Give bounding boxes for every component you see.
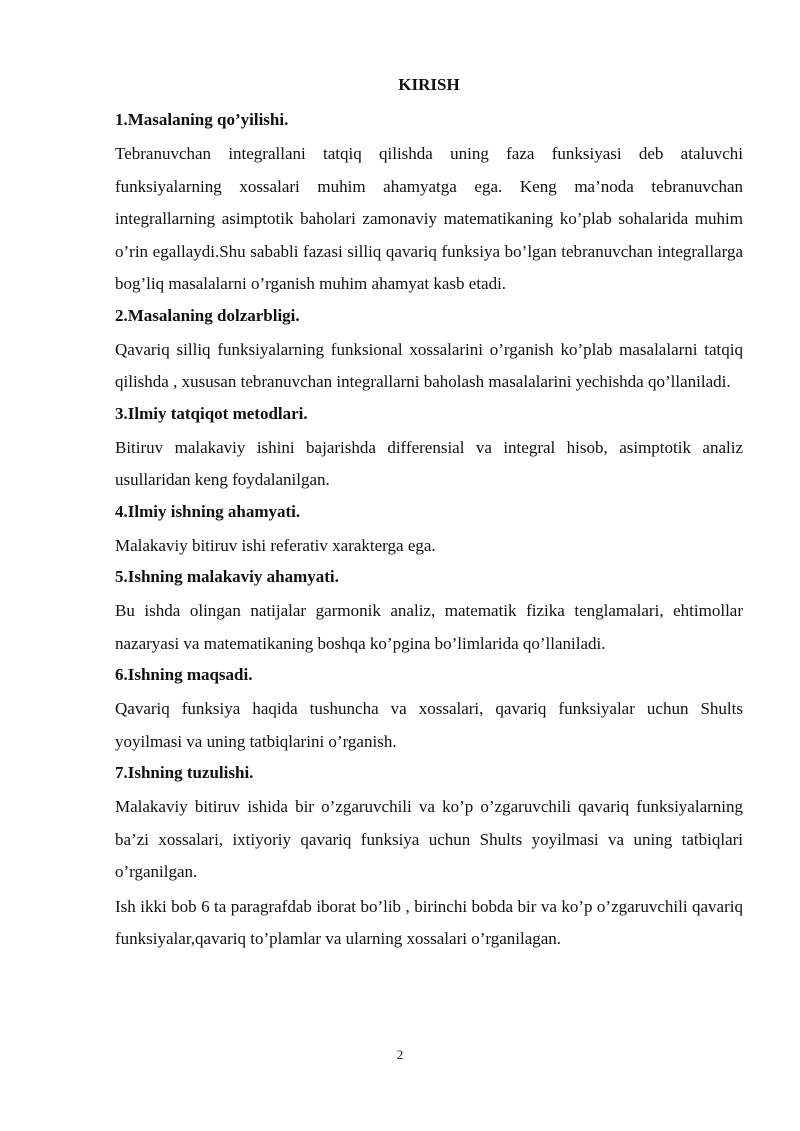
section-heading-2: 2.Masalaning dolzarbligi. xyxy=(115,305,300,325)
section-3 xyxy=(115,401,743,497)
section-6 xyxy=(115,662,743,758)
page-number: 2 xyxy=(396,1047,404,1062)
section-5 xyxy=(115,564,743,660)
section-heading-5: 5.Ishning malakaviy ahamyati. xyxy=(115,567,339,586)
section-paragraph-3: Bitiruv malakaviy ishini bajarishda differensial va integral hisob, asimptotik analiz usullaridan keng foydalanilgan. xyxy=(115,437,743,489)
document-title: KIRISH xyxy=(398,75,460,94)
section-paragraph-7a: Malakaviy bitiruv ishida bir o’zgaruvchili va ko’p o’zgaruvchili qavariq funksiyalarning ba’zi xossalari, ixtiyoriy qavariq funksiya uchun Shults yoyilmasi va uning tatbiqlari o’rganilgan. xyxy=(115,797,743,881)
section-paragraph-5: Bu ishda olingan natijalar garmonik analiz, matematik fizika tenglamalari, ehtimollar nazaryasi va matematikaning boshqa ko’pgina bo’limlarida qo’llaniladi. xyxy=(115,601,743,653)
document-page xyxy=(115,72,743,958)
section-1 xyxy=(115,107,743,301)
section-paragraph-1: Tebranuvchan integrallani tatqiq qilishda uning faza funksiyasi deb ataluvchi funksiyalarning xossalari muhim ahamyatga ega. Keng ma’noda tebranuvchan integrallarning asimptotik baholari zamonaviy matematikaning ko’plab sohalarida muhim o’rin egallaydi.Shu sababli fazasi silliq qavariq funksiya bo’lgan tebranuvchan integrallarga bog’liq masalalarni o’rganish muhim ahamyat kasb etadi. xyxy=(115,144,743,293)
section-heading-4: 4.Ilmiy ishning ahamyati. xyxy=(115,501,301,521)
section-heading-3: 3.Ilmiy tatqiqot metodlari. xyxy=(115,403,308,423)
section-paragraph-2: Qavariq silliq funksiyalarning funksional xossalarini o’rganish ko’plab masalalarni tatqiq qilishda , xususan tebranuvchan integrallarni baholash masalalarini yechishda qo’llaniladi. xyxy=(115,339,743,391)
section-heading-1: 1.Masalaning qo’yilishi. xyxy=(115,110,289,129)
section-paragraph-7b: Ish ikki bob 6 ta paragrafdab iborat bo’lib , birinchi bobda bir va ko’p o’zgaruvchili qavariq funksiyalar,qavariq to’plamlar va ularning xossalari o’rganilagan. xyxy=(115,896,743,948)
section-heading-7: 7.Ishning tuzulishi. xyxy=(115,763,254,782)
section-4 xyxy=(115,499,743,563)
section-heading-6: 6.Ishning maqsadi. xyxy=(115,665,253,684)
section-paragraph-6: Qavariq funksiya haqida tushuncha va xossalari, qavariq funksiyalar uchun Shults yoyilmasi va uning tatbiqlarini o’rganish. xyxy=(115,699,743,751)
section-paragraph-4: Malakaviy bitiruv ishi referativ xarakterga ega. xyxy=(115,535,436,555)
section-7 xyxy=(115,760,743,956)
section-2 xyxy=(115,303,743,399)
